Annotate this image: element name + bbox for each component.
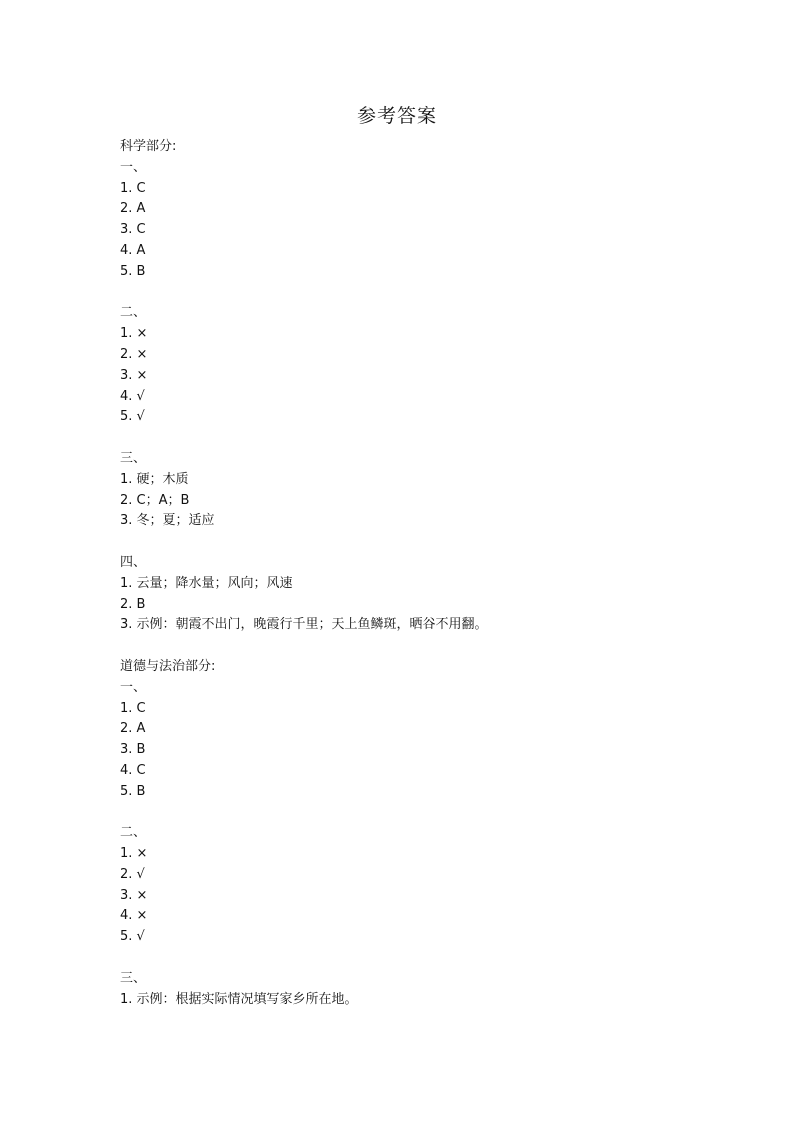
morality-s1-answer-5: 5. B <box>120 783 146 799</box>
blank-line <box>120 428 720 449</box>
morality-s3-answer-1: 1. 示例：根据实际情况填写家乡所在地。 <box>120 991 358 1007</box>
blank-line <box>120 948 720 969</box>
science-s2-answer-1: 1. × <box>120 326 148 342</box>
science-s2-answer-3: 3. × <box>120 367 148 383</box>
science-s1-answer-2: 2. A <box>120 201 146 217</box>
blank-line <box>120 636 720 657</box>
science-section-4-label: 四、 <box>120 554 147 570</box>
blank-line <box>120 283 720 304</box>
morality-s2-answer-1: 1. × <box>120 846 148 862</box>
morality-s1-answer-2: 2. A <box>120 721 146 737</box>
science-s3-answer-1: 1. 硬；木质 <box>120 471 189 487</box>
morality-section-3-label: 三、 <box>120 970 147 986</box>
science-s4-answer-1: 1. 云量；降水量；风向；风速 <box>120 575 293 591</box>
morality-section-2-label: 二、 <box>120 825 147 841</box>
blank-line <box>120 532 720 553</box>
morality-heading: 道德与法治部分: <box>120 658 216 674</box>
answer-content <box>120 137 720 1010</box>
morality-s2-answer-2: 2. √ <box>120 866 145 882</box>
science-s2-answer-2: 2. × <box>120 346 148 362</box>
science-s3-answer-3: 3. 冬；夏；适应 <box>120 513 215 529</box>
morality-s2-answer-4: 4. × <box>120 908 148 924</box>
science-s4-answer-3: 3. 示例：朝霞不出门，晚霞行千里；天上鱼鳞斑，晒谷不用翻。 <box>120 617 488 633</box>
science-section-2-label: 二、 <box>120 305 147 321</box>
science-s3-answer-2: 2. C；A；B <box>120 492 190 508</box>
morality-s1-answer-1: 1. C <box>120 700 146 716</box>
morality-s2-answer-5: 5. √ <box>120 929 145 945</box>
morality-s1-answer-3: 3. B <box>120 742 146 758</box>
morality-s2-answer-3: 3. × <box>120 887 148 903</box>
science-section-3-label: 三、 <box>120 450 147 466</box>
science-s1-answer-4: 4. A <box>120 242 146 258</box>
science-s4-answer-2: 2. B <box>120 596 146 612</box>
science-s2-answer-4: 4. √ <box>120 388 145 404</box>
page-title: 参考答案 <box>356 105 437 127</box>
blank-line <box>120 803 720 824</box>
morality-section-1-label: 一、 <box>120 679 147 695</box>
science-heading: 科学部分: <box>120 139 177 154</box>
science-section-1-label: 一、 <box>120 159 147 175</box>
science-s2-answer-5: 5. √ <box>120 409 145 425</box>
science-s1-answer-5: 5. B <box>120 263 146 279</box>
science-s1-answer-3: 3. C <box>120 222 146 238</box>
morality-s1-answer-4: 4. C <box>120 762 146 778</box>
science-s1-answer-1: 1. C <box>120 180 146 196</box>
